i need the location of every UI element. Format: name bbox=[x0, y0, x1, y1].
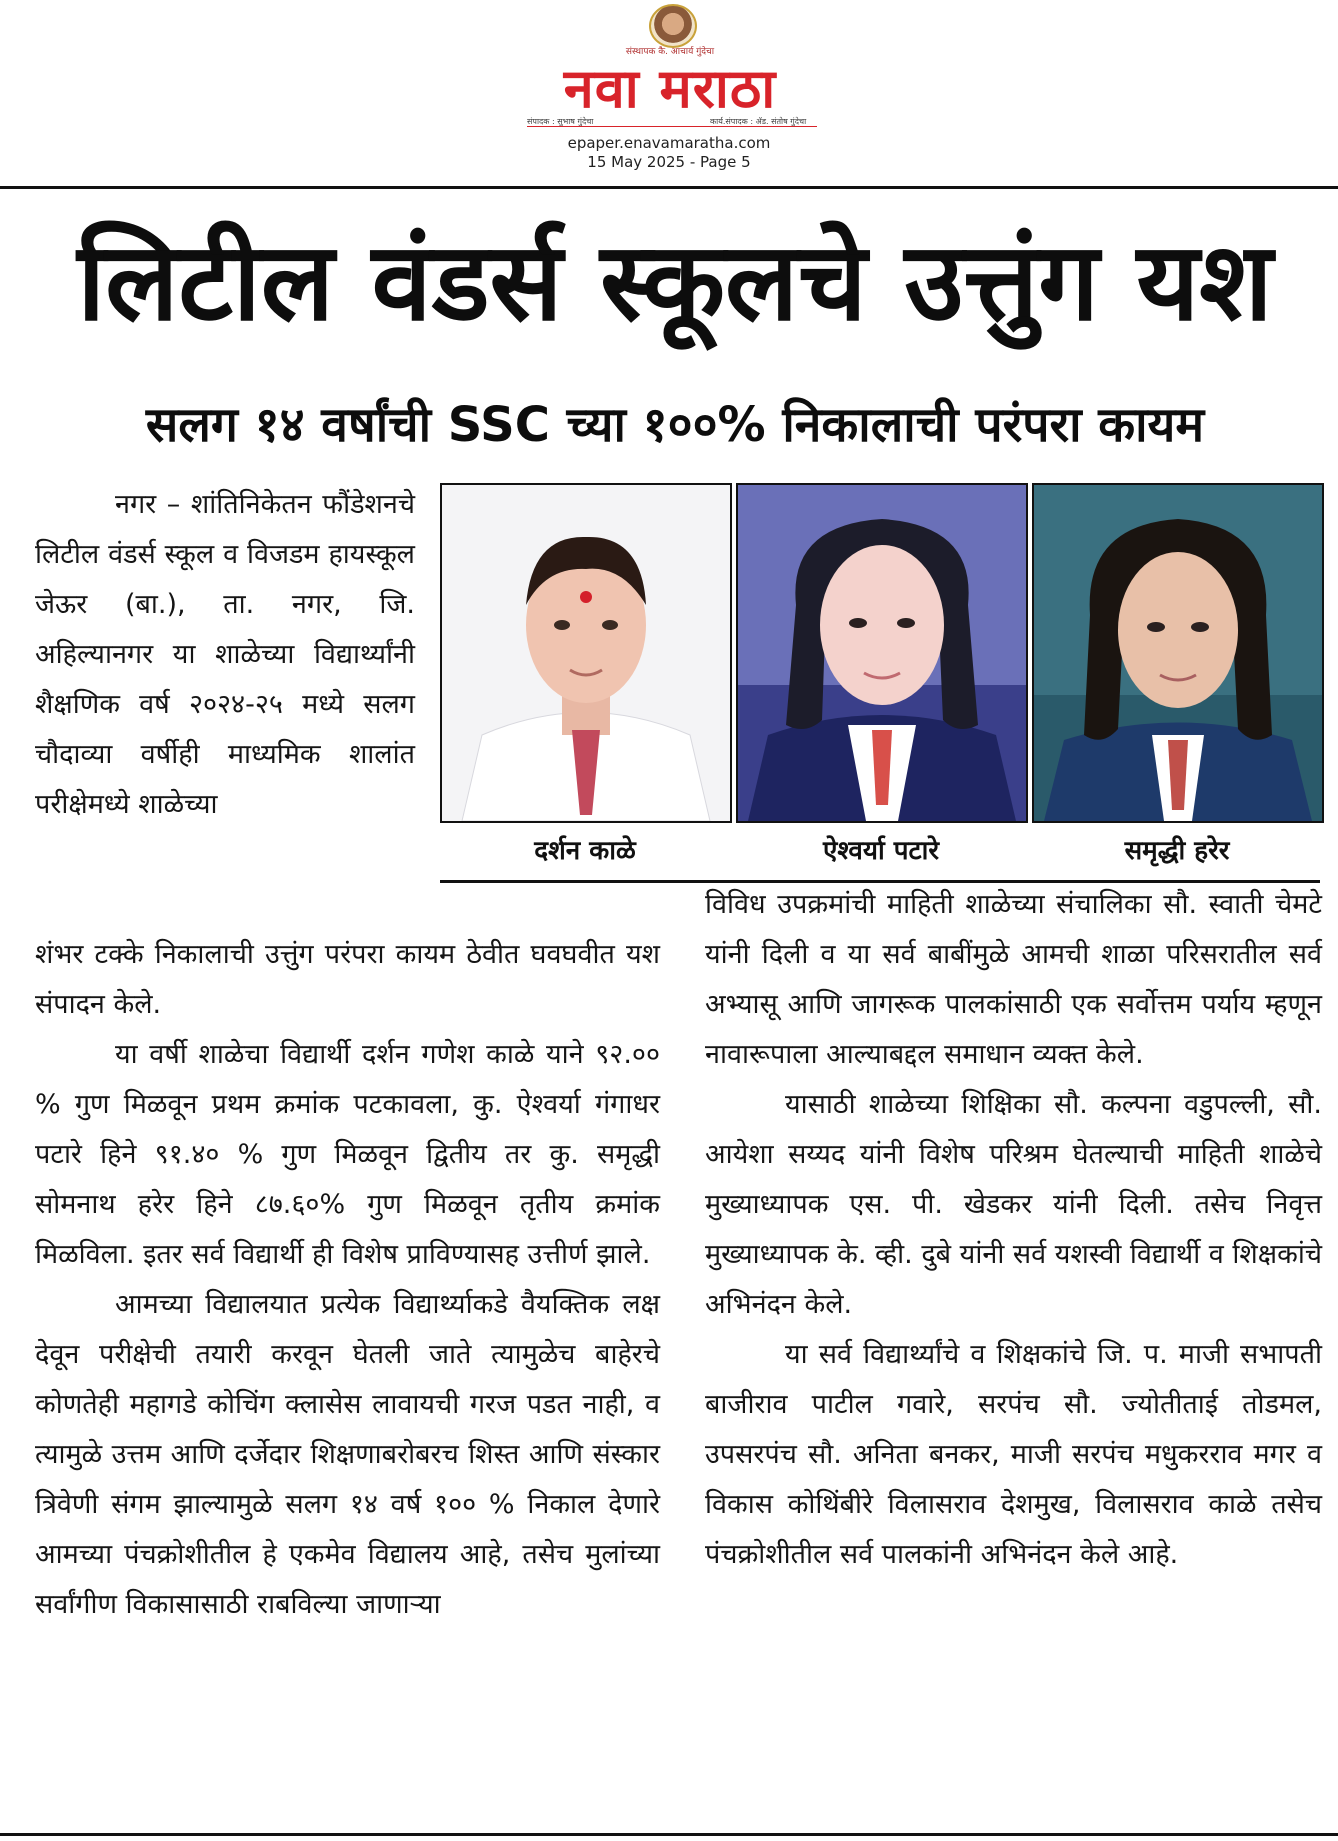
logo-underline bbox=[527, 126, 817, 127]
article-column-right bbox=[705, 880, 1322, 1580]
headline: लिटील वंडर्स स्कूलचे उत्तुंग यश bbox=[77, 220, 1273, 345]
student-girl-icon bbox=[1034, 485, 1322, 821]
newspaper-logo[interactable]: नवा मराठा bbox=[563, 57, 777, 120]
student-photo-3 bbox=[1032, 483, 1324, 823]
date-page: 15 May 2025 - Page 5 bbox=[587, 153, 751, 171]
article-column-left-top bbox=[35, 480, 415, 830]
caption-student-1: दर्शन काळे bbox=[534, 836, 636, 866]
exec-editor-credit: कार्य.संपादक : ॲड. संतोष गुंदेचा bbox=[710, 117, 807, 126]
paragraph-intro-tail: शंभर टक्के निकालाची उत्तुंग परंपरा कायम ठेवीत घवघवीत यश संपादन केले. bbox=[35, 939, 660, 1020]
founder-portrait-icon bbox=[649, 4, 697, 48]
student-boy-icon bbox=[442, 485, 730, 821]
student-photo-1 bbox=[440, 483, 732, 823]
student-photos bbox=[440, 483, 1320, 866]
epaper-url[interactable]: epaper.enavamaratha.com bbox=[567, 134, 771, 152]
caption-student-3: समृद्धी हरेर bbox=[1124, 836, 1230, 866]
paragraph-intro: नगर – शांतिनिकेतन फौंडेशनचे लिटील वंडर्स स्कूल व विजडम हायस्कूल जेऊर (बा.), ता. नगर, जि. अहिल्यानगर या शाळेच्या विद्यार्थ्यांनी शैक्षणिक वर्ष २०२४-२५ मध्ये सलग चौदाव्या वर्षीही माध्यमिक शालांत परीक्षेमध्ये शाळेच्या bbox=[35, 489, 415, 820]
caption-student-2: ऐश्वर्या पटारे bbox=[823, 836, 939, 866]
paragraph-teachers: यासाठी शाळेच्या शिक्षिका सौ. कल्पना वडुपल्ली, सौ. आयेशा सय्यद यांनी विशेष परिश्रम घेतल्याची माहिती शाळेचे मुख्याध्यापक एस. पी. खेडकर यांनी दिली. तसेच निवृत्त मुख्याध्यापक के. व्ही. दुबे यांनी सर्व यशस्वी विद्यार्थी व शिक्षकांचे अभिनंदन केले. bbox=[705, 1089, 1322, 1320]
paragraph-school: आमच्या विद्यालयात प्रत्येक विद्यार्थ्याकडे वैयक्तिक लक्ष देवून परीक्षेची तयारी करवून घेतली जाते त्यामुळेच बाहेरचे कोणतेही महागडे कोचिंग क्लासेस लावायची गरज पडत नाही, व त्यामुळे उत्तम आणि दर्जेदार शिक्षणाबरोबरच शिस्त आणि संस्कार त्रिवेणी संगम झाल्यामुळे सलग १४ वर्ष १०० % निकाल देणारे आमच्या पंचक्रोशीतील हे एकमेव विद्यालय आहे, तसेच मुलांच्या सर्वांगीण विकासासाठी राबविल्या जाणाऱ्या bbox=[35, 1289, 660, 1620]
student-photo-2 bbox=[736, 483, 1028, 823]
masthead-tagline: संस्थापक कै. आचार्य गुंदेचा bbox=[625, 47, 715, 57]
article-column-left bbox=[35, 930, 660, 1630]
paragraph-congrats: या सर्व विद्यार्थ्यांचे व शिक्षकांचे जि. प. माजी सभापती बाजीराव पाटील गवारे, सरपंच सौ. ज्योतीताई तोडमल, उपसरपंच सौ. अनिता बनकर, माजी सरपंच मधुकरराव मगर व विकास कोथिंबीरे विलासराव देशमुख, विलासराव काळे तसेच पंचक्रोशीतील सर्व पालकांनी अभिनंदन केले आहे. bbox=[705, 1339, 1322, 1570]
masthead bbox=[0, 0, 1338, 190]
student-girl-icon bbox=[738, 485, 1026, 821]
paragraph-activities: विविध उपक्रमांची माहिती शाळेच्या संचालिका सौ. स्वाती चेमटे यांनी दिली व या सर्व बाबींमुळे आमची शाळा परिसरातील सर्व अभ्यासू आणि जागरूक पालकांसाठी एक सर्वोत्तम पर्याय म्हणून नावारूपाला आल्याबद्दल समाधान व्यक्त केले. bbox=[705, 889, 1322, 1070]
paragraph-results: या वर्षी शाळेचा विद्यार्थी दर्शन गणेश काळे याने ९२.०० % गुण मिळवून प्रथम क्रमांक पटकावला, कु. ऐश्वर्या गंगाधर पटारे हिने ९१.४० % गुण मिळवून द्वितीय तर कु. समृद्धी सोमनाथ हरेर हिने ८७.६०% गुण मिळवून तृतीय क्रमांक मिळविला. इतर सर्व विद्यार्थी ही विशेष प्राविण्यासह उत्तीर्ण झाले. bbox=[35, 1039, 660, 1270]
bottom-divider bbox=[0, 1833, 1338, 1836]
top-divider bbox=[0, 186, 1338, 189]
editor-credit: संपादक : सुभाष गुंदेचा bbox=[527, 117, 594, 126]
subheadline: सलग १४ वर्षांची SSC च्या १००% निकालाची परंपरा कायम bbox=[145, 397, 1205, 453]
